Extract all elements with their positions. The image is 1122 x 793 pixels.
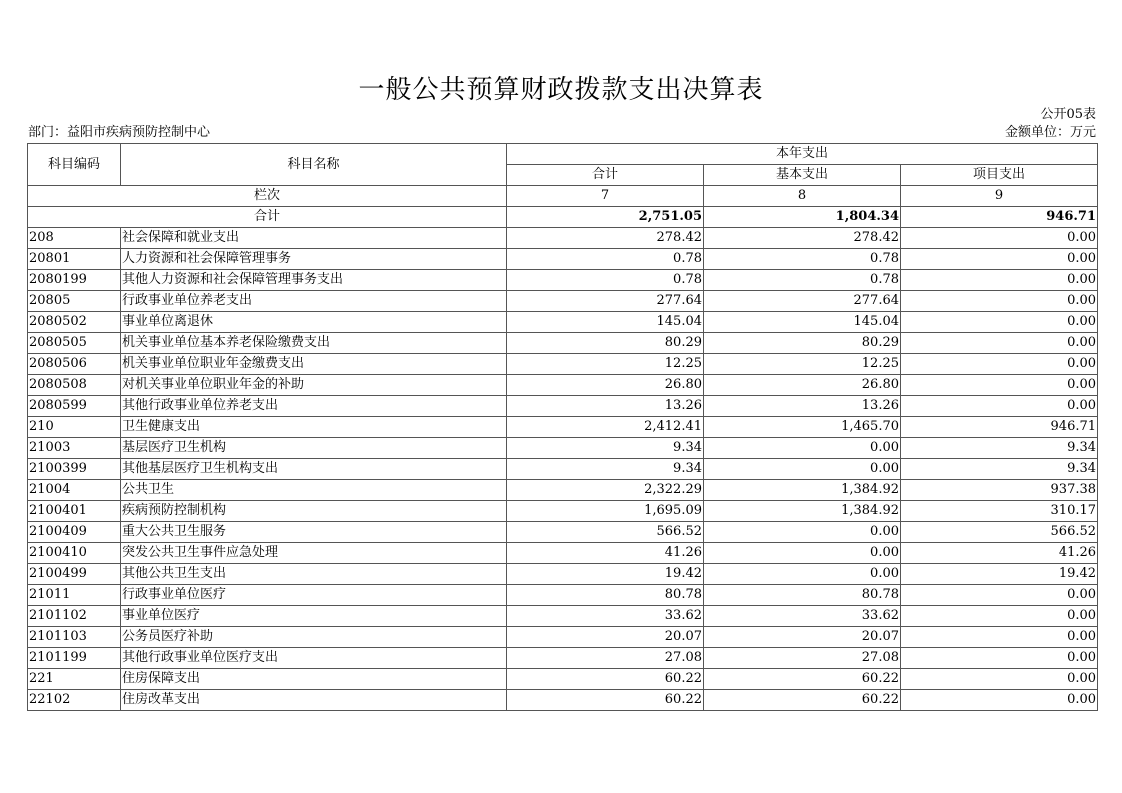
row-project: 0.00 [901, 354, 1098, 375]
row-total: 60.22 [507, 669, 704, 690]
row-name: 行政事业单位养老支出 [121, 291, 507, 312]
row-project: 0.00 [901, 333, 1098, 354]
table-row [28, 627, 1098, 648]
row-name: 其他公共卫生支出 [121, 564, 507, 585]
row-code: 2080599 [28, 396, 121, 417]
row-total: 566.52 [507, 522, 704, 543]
table-row [28, 669, 1098, 690]
row-basic: 80.78 [704, 585, 901, 606]
table-row [28, 270, 1098, 291]
row-code: 2100399 [28, 459, 121, 480]
row-basic: 278.42 [704, 228, 901, 249]
row-basic: 26.80 [704, 375, 901, 396]
row-name: 机关事业单位基本养老保险缴费支出 [121, 333, 507, 354]
row-basic: 33.62 [704, 606, 901, 627]
row-code: 20805 [28, 291, 121, 312]
row-total: 277.64 [507, 291, 704, 312]
row-code: 22102 [28, 690, 121, 711]
table-row [28, 354, 1098, 375]
table-row [28, 438, 1098, 459]
row-basic: 80.29 [704, 333, 901, 354]
table-row [28, 291, 1098, 312]
row-name: 住房改革支出 [121, 690, 507, 711]
header-row-1 [28, 144, 1098, 165]
row-name: 行政事业单位医疗 [121, 585, 507, 606]
row-total: 12.25 [507, 354, 704, 375]
row-name: 其他行政事业单位养老支出 [121, 396, 507, 417]
row-name: 人力资源和社会保障管理事务 [121, 249, 507, 270]
row-name: 事业单位医疗 [121, 606, 507, 627]
row-code: 208 [28, 228, 121, 249]
row-basic: 12.25 [704, 354, 901, 375]
row-basic: 60.22 [704, 669, 901, 690]
row-name: 卫生健康支出 [121, 417, 507, 438]
row-basic: 145.04 [704, 312, 901, 333]
row-project: 566.52 [901, 522, 1098, 543]
row-project: 0.00 [901, 690, 1098, 711]
column-index-label: 栏次 [28, 186, 507, 207]
header-basic: 基本支出 [704, 165, 901, 186]
row-code: 2101199 [28, 648, 121, 669]
row-code: 21003 [28, 438, 121, 459]
row-code: 21004 [28, 480, 121, 501]
row-project: 9.34 [901, 438, 1098, 459]
row-name: 疾病预防控制机构 [121, 501, 507, 522]
row-total: 1,695.09 [507, 501, 704, 522]
row-name: 基层医疗卫生机构 [121, 438, 507, 459]
row-basic: 13.26 [704, 396, 901, 417]
row-project: 0.00 [901, 627, 1098, 648]
row-project: 0.00 [901, 249, 1098, 270]
row-code: 2080199 [28, 270, 121, 291]
grand-total-project: 946.71 [901, 207, 1098, 228]
row-total: 19.42 [507, 564, 704, 585]
table-row [28, 228, 1098, 249]
row-project: 946.71 [901, 417, 1098, 438]
row-project: 0.00 [901, 270, 1098, 291]
row-code: 2080506 [28, 354, 121, 375]
row-code: 2080502 [28, 312, 121, 333]
row-total: 20.07 [507, 627, 704, 648]
row-name: 其他人力资源和社会保障管理事务支出 [121, 270, 507, 291]
row-total: 9.34 [507, 459, 704, 480]
row-basic: 1,384.92 [704, 501, 901, 522]
row-name: 住房保障支出 [121, 669, 507, 690]
row-name: 对机关事业单位职业年金的补助 [121, 375, 507, 396]
column-index-basic: 8 [704, 186, 901, 207]
table-row [28, 249, 1098, 270]
row-project: 0.00 [901, 606, 1098, 627]
row-code: 21011 [28, 585, 121, 606]
table-row [28, 312, 1098, 333]
expenditure-table [27, 143, 1098, 711]
row-total: 9.34 [507, 438, 704, 459]
row-total: 80.78 [507, 585, 704, 606]
row-basic: 0.00 [704, 459, 901, 480]
row-name: 公共卫生 [121, 480, 507, 501]
row-total: 13.26 [507, 396, 704, 417]
row-basic: 60.22 [704, 690, 901, 711]
row-code: 2101102 [28, 606, 121, 627]
row-name: 事业单位离退休 [121, 312, 507, 333]
row-project: 0.00 [901, 312, 1098, 333]
row-total: 278.42 [507, 228, 704, 249]
row-name: 其他基层医疗卫生机构支出 [121, 459, 507, 480]
row-code: 210 [28, 417, 121, 438]
row-project: 0.00 [901, 396, 1098, 417]
row-total: 60.22 [507, 690, 704, 711]
column-index-project: 9 [901, 186, 1098, 207]
table-row [28, 606, 1098, 627]
table-row [28, 375, 1098, 396]
row-code: 2100401 [28, 501, 121, 522]
row-total: 26.80 [507, 375, 704, 396]
grand-total-total: 2,751.05 [507, 207, 704, 228]
table-row [28, 564, 1098, 585]
table-row [28, 648, 1098, 669]
row-total: 2,412.41 [507, 417, 704, 438]
row-basic: 20.07 [704, 627, 901, 648]
table-row [28, 396, 1098, 417]
header-code: 科目编码 [28, 144, 121, 186]
table-row [28, 333, 1098, 354]
table-row [28, 522, 1098, 543]
row-project: 0.00 [901, 375, 1098, 396]
table-row [28, 459, 1098, 480]
table-row [28, 501, 1098, 522]
row-project: 41.26 [901, 543, 1098, 564]
header-project: 项目支出 [901, 165, 1098, 186]
row-name: 其他行政事业单位医疗支出 [121, 648, 507, 669]
row-name: 公务员医疗补助 [121, 627, 507, 648]
header-current-year: 本年支出 [507, 144, 1098, 165]
row-project: 0.00 [901, 648, 1098, 669]
grand-total-label: 合计 [28, 207, 507, 228]
row-name: 机关事业单位职业年金缴费支出 [121, 354, 507, 375]
row-project: 0.00 [901, 228, 1098, 249]
grand-total-row [28, 207, 1098, 228]
row-project: 19.42 [901, 564, 1098, 585]
row-code: 2101103 [28, 627, 121, 648]
row-code: 221 [28, 669, 121, 690]
row-code: 2100499 [28, 564, 121, 585]
row-name: 突发公共卫生事件应急处理 [121, 543, 507, 564]
row-basic: 277.64 [704, 291, 901, 312]
table-row [28, 480, 1098, 501]
row-basic: 0.00 [704, 564, 901, 585]
header-total: 合计 [507, 165, 704, 186]
row-total: 2,322.29 [507, 480, 704, 501]
row-code: 2100410 [28, 543, 121, 564]
amount-unit-label: 金额单位：万元 [1004, 125, 1096, 140]
row-project: 9.34 [901, 459, 1098, 480]
form-code: 公开05表 [1040, 107, 1096, 122]
row-code: 2080508 [28, 375, 121, 396]
row-project: 310.17 [901, 501, 1098, 522]
table-row [28, 585, 1098, 606]
row-total: 27.08 [507, 648, 704, 669]
table-row [28, 690, 1098, 711]
department-label: 部门：益阳市疾病预防控制中心 [28, 125, 211, 140]
row-total: 0.78 [507, 249, 704, 270]
row-basic: 1,465.70 [704, 417, 901, 438]
report-title: 一般公共预算财政拨款支出决算表 [358, 75, 764, 105]
table-row [28, 417, 1098, 438]
row-project: 0.00 [901, 669, 1098, 690]
column-index-row [28, 186, 1098, 207]
row-project: 0.00 [901, 585, 1098, 606]
row-basic: 27.08 [704, 648, 901, 669]
row-basic: 0.00 [704, 438, 901, 459]
row-project: 937.38 [901, 480, 1098, 501]
row-total: 41.26 [507, 543, 704, 564]
row-basic: 0.00 [704, 522, 901, 543]
row-code: 20801 [28, 249, 121, 270]
row-basic: 1,384.92 [704, 480, 901, 501]
header-name: 科目名称 [121, 144, 507, 186]
table-row [28, 543, 1098, 564]
table-body [28, 144, 1098, 711]
row-basic: 0.78 [704, 249, 901, 270]
row-total: 145.04 [507, 312, 704, 333]
row-code: 2100409 [28, 522, 121, 543]
row-total: 33.62 [507, 606, 704, 627]
row-total: 0.78 [507, 270, 704, 291]
row-name: 重大公共卫生服务 [121, 522, 507, 543]
grand-total-basic: 1,804.34 [704, 207, 901, 228]
row-name: 社会保障和就业支出 [121, 228, 507, 249]
column-index-total: 7 [507, 186, 704, 207]
row-basic: 0.78 [704, 270, 901, 291]
row-project: 0.00 [901, 291, 1098, 312]
row-basic: 0.00 [704, 543, 901, 564]
row-code: 2080505 [28, 333, 121, 354]
row-total: 80.29 [507, 333, 704, 354]
